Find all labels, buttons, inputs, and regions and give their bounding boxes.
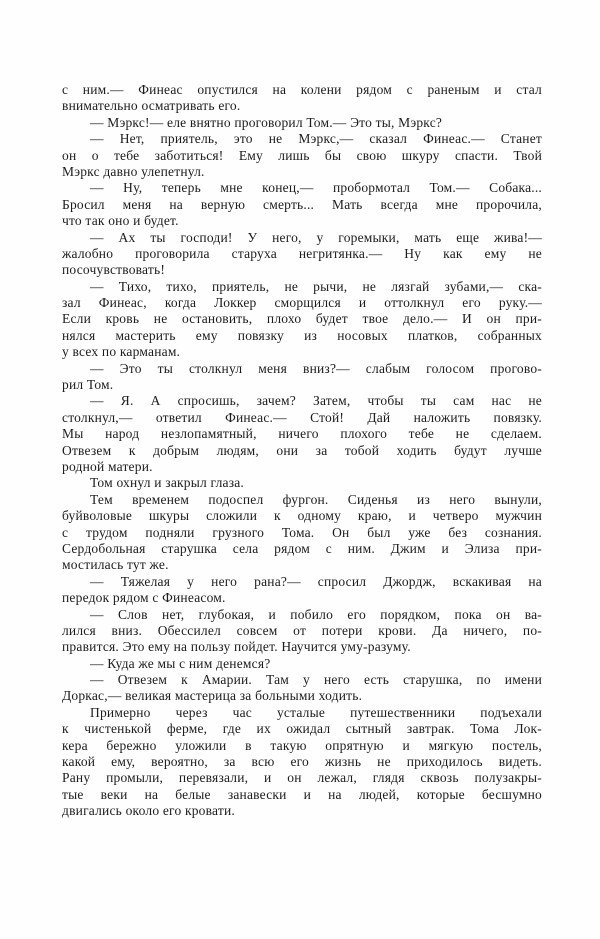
text-line: мостилась тут же. xyxy=(62,557,169,573)
text-line: — Отвезем к Амарии. Там у него есть старушка, по имени xyxy=(90,672,542,688)
text-line: — Мэркс!— еле внятно проговорил Том.— Это ты, Мэркс? xyxy=(90,114,443,130)
text-line: жалобно проговорила старуха негритянка.— Ну как ему не xyxy=(62,245,542,261)
text-line: Если кровь не остановить, плохо будет твое дело.— И он при- xyxy=(62,311,542,327)
text-line: нялся мастерить ему повязку из носовых платков, собранных xyxy=(62,327,542,343)
text-line: лился вниз. Обессилел совсем от потери крови. Да ничего, по- xyxy=(62,622,542,638)
text-line: Отвезем к добрым людям, они за тобой ходить будут лучше xyxy=(62,442,542,458)
text-line: Мы народ незлопамятный, ничего плохого тебе не сделаем. xyxy=(62,426,542,442)
text-line: зал Финеас, когда Локкер сморщился и оттолкнул его руку.— xyxy=(62,295,542,311)
text-line: Сердобольная старушка села рядом с ним. Джим и Элиза при- xyxy=(62,540,542,556)
text-line: Мэркс давно улепетнул. xyxy=(62,163,205,179)
text-line: какой ему, вероятно, за всю его жизнь не приходилось видеть. xyxy=(62,754,542,770)
text-line: — Тихо, тихо, приятель, не рычи, не лязгай зубами,— ска- xyxy=(90,278,542,294)
text-line: с трудом подняли грузного Тома. Он был уже без сознания. xyxy=(62,524,542,540)
text-line: — Я. А спросишь, зачем? Затем, чтобы ты сам нас не xyxy=(90,393,542,409)
text-line: — Ну, теперь мне конец,— пробормотал Том.— Собака... xyxy=(90,180,542,196)
text-line: — Нет, приятель, это не Мэркс,— сказал Финеас.— Станет xyxy=(90,131,542,147)
text-line: правится. Это ему на пользу пойдет. Научится уму-разуму. xyxy=(62,639,411,655)
text-line: кера бережно уложили в такую опрятную и мягкую постель, xyxy=(62,737,542,753)
text-line: — Ах ты господи! У него, у горемыки, мать еще жива!— xyxy=(90,229,542,245)
text-line: с ним.— Финеас опустился на колени рядом с раненым и стал xyxy=(62,82,542,97)
text-line: Тем временем подоспел фургон. Сиденья из него вынули, xyxy=(90,491,542,507)
text-line: к чистенькой ферме, где их ожидал сытный завтрак. Тома Лок- xyxy=(62,721,542,737)
text-line: столкнул,— ответил Финеас.— Стой! Дай наложить повязку. xyxy=(62,409,542,425)
text-line: Доркас,— великая мастерица за больными ходить. xyxy=(62,688,363,704)
text-line: передок рядом с Финеасом. xyxy=(62,590,226,606)
text-line: Примерно через час усталые путешественники подъехали xyxy=(90,704,542,720)
text-line: — Слов нет, глубокая, и побило его порядком, пока он ва- xyxy=(90,606,542,622)
page-text-block xyxy=(62,82,542,820)
text-line: — Это ты столкнул меня вниз?— слабым голосом прогово- xyxy=(90,360,542,376)
text-line: тые веки на белые занавески и на людей, которые бесшумно xyxy=(62,786,542,802)
text-line: он о тебе заботиться! Ему лишь бы свою шкуру спасти. Твой xyxy=(62,147,542,163)
text-line: у всех по карманам. xyxy=(62,344,181,360)
text-line: — Тяжелая у него рана?— спросил Джордж, вскакивая на xyxy=(90,573,542,589)
text-line: Рану промыли, перевязали, и он лежал, глядя сквозь полузакры- xyxy=(62,770,542,786)
text-line: — Куда же мы с ним денемся? xyxy=(90,655,271,671)
text-line: что так оно и будет. xyxy=(62,213,179,229)
text-line: Том охнул и закрыл глаза. xyxy=(90,475,244,491)
text-line: Бросил меня на верную смерть... Мать всегда мне пророчила, xyxy=(62,196,542,212)
text-line: внимательно осматривать его. xyxy=(62,98,241,114)
text-line: двигались около его кровати. xyxy=(62,803,235,819)
text-line: посочувствовать! xyxy=(62,262,166,278)
text-line: родной матери. xyxy=(62,458,153,474)
text-line: рил Том. xyxy=(62,377,114,393)
text-line: буйволовые шкуры сложили к одному краю, и четверо мужчин xyxy=(62,508,542,524)
